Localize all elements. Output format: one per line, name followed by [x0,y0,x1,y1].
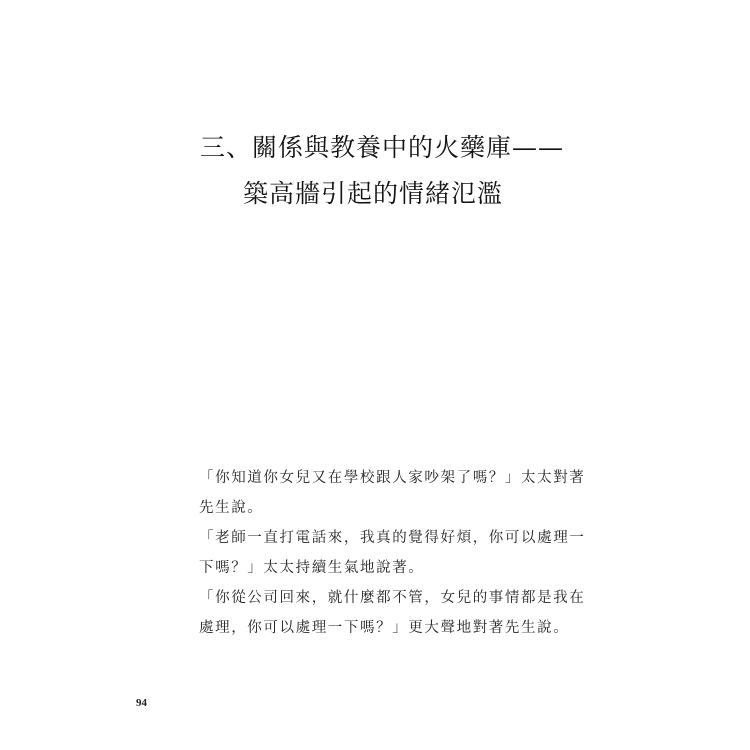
paragraph-2-line-2: 下嗎？」太太持續生氣地說著。 [199,560,425,576]
paragraph-3-line-1: 「你從公司回來，就什麼都不管，女兒的事情都是我在 [199,590,586,606]
page-number: 94 [136,697,147,709]
chapter-title-line-2: 築高牆引起的情緒氾濫 [243,179,504,208]
paragraph-3-line-2: 處理，你可以處理一下嗎？」更大聲地對著先生說。 [199,620,570,636]
paragraph-1-line-2: 先生說。 [199,500,264,516]
paragraph-2-line-1: 「老師一直打電話來，我真的覺得好煩，你可以處理一 [199,530,586,546]
chapter-title-line-1: 三、關係與教養中的火藥庫—— [200,133,565,162]
paragraph-1-line-1: 「你知道你女兒又在學校跟人家吵架了嗎？」太太對著 [199,470,586,486]
